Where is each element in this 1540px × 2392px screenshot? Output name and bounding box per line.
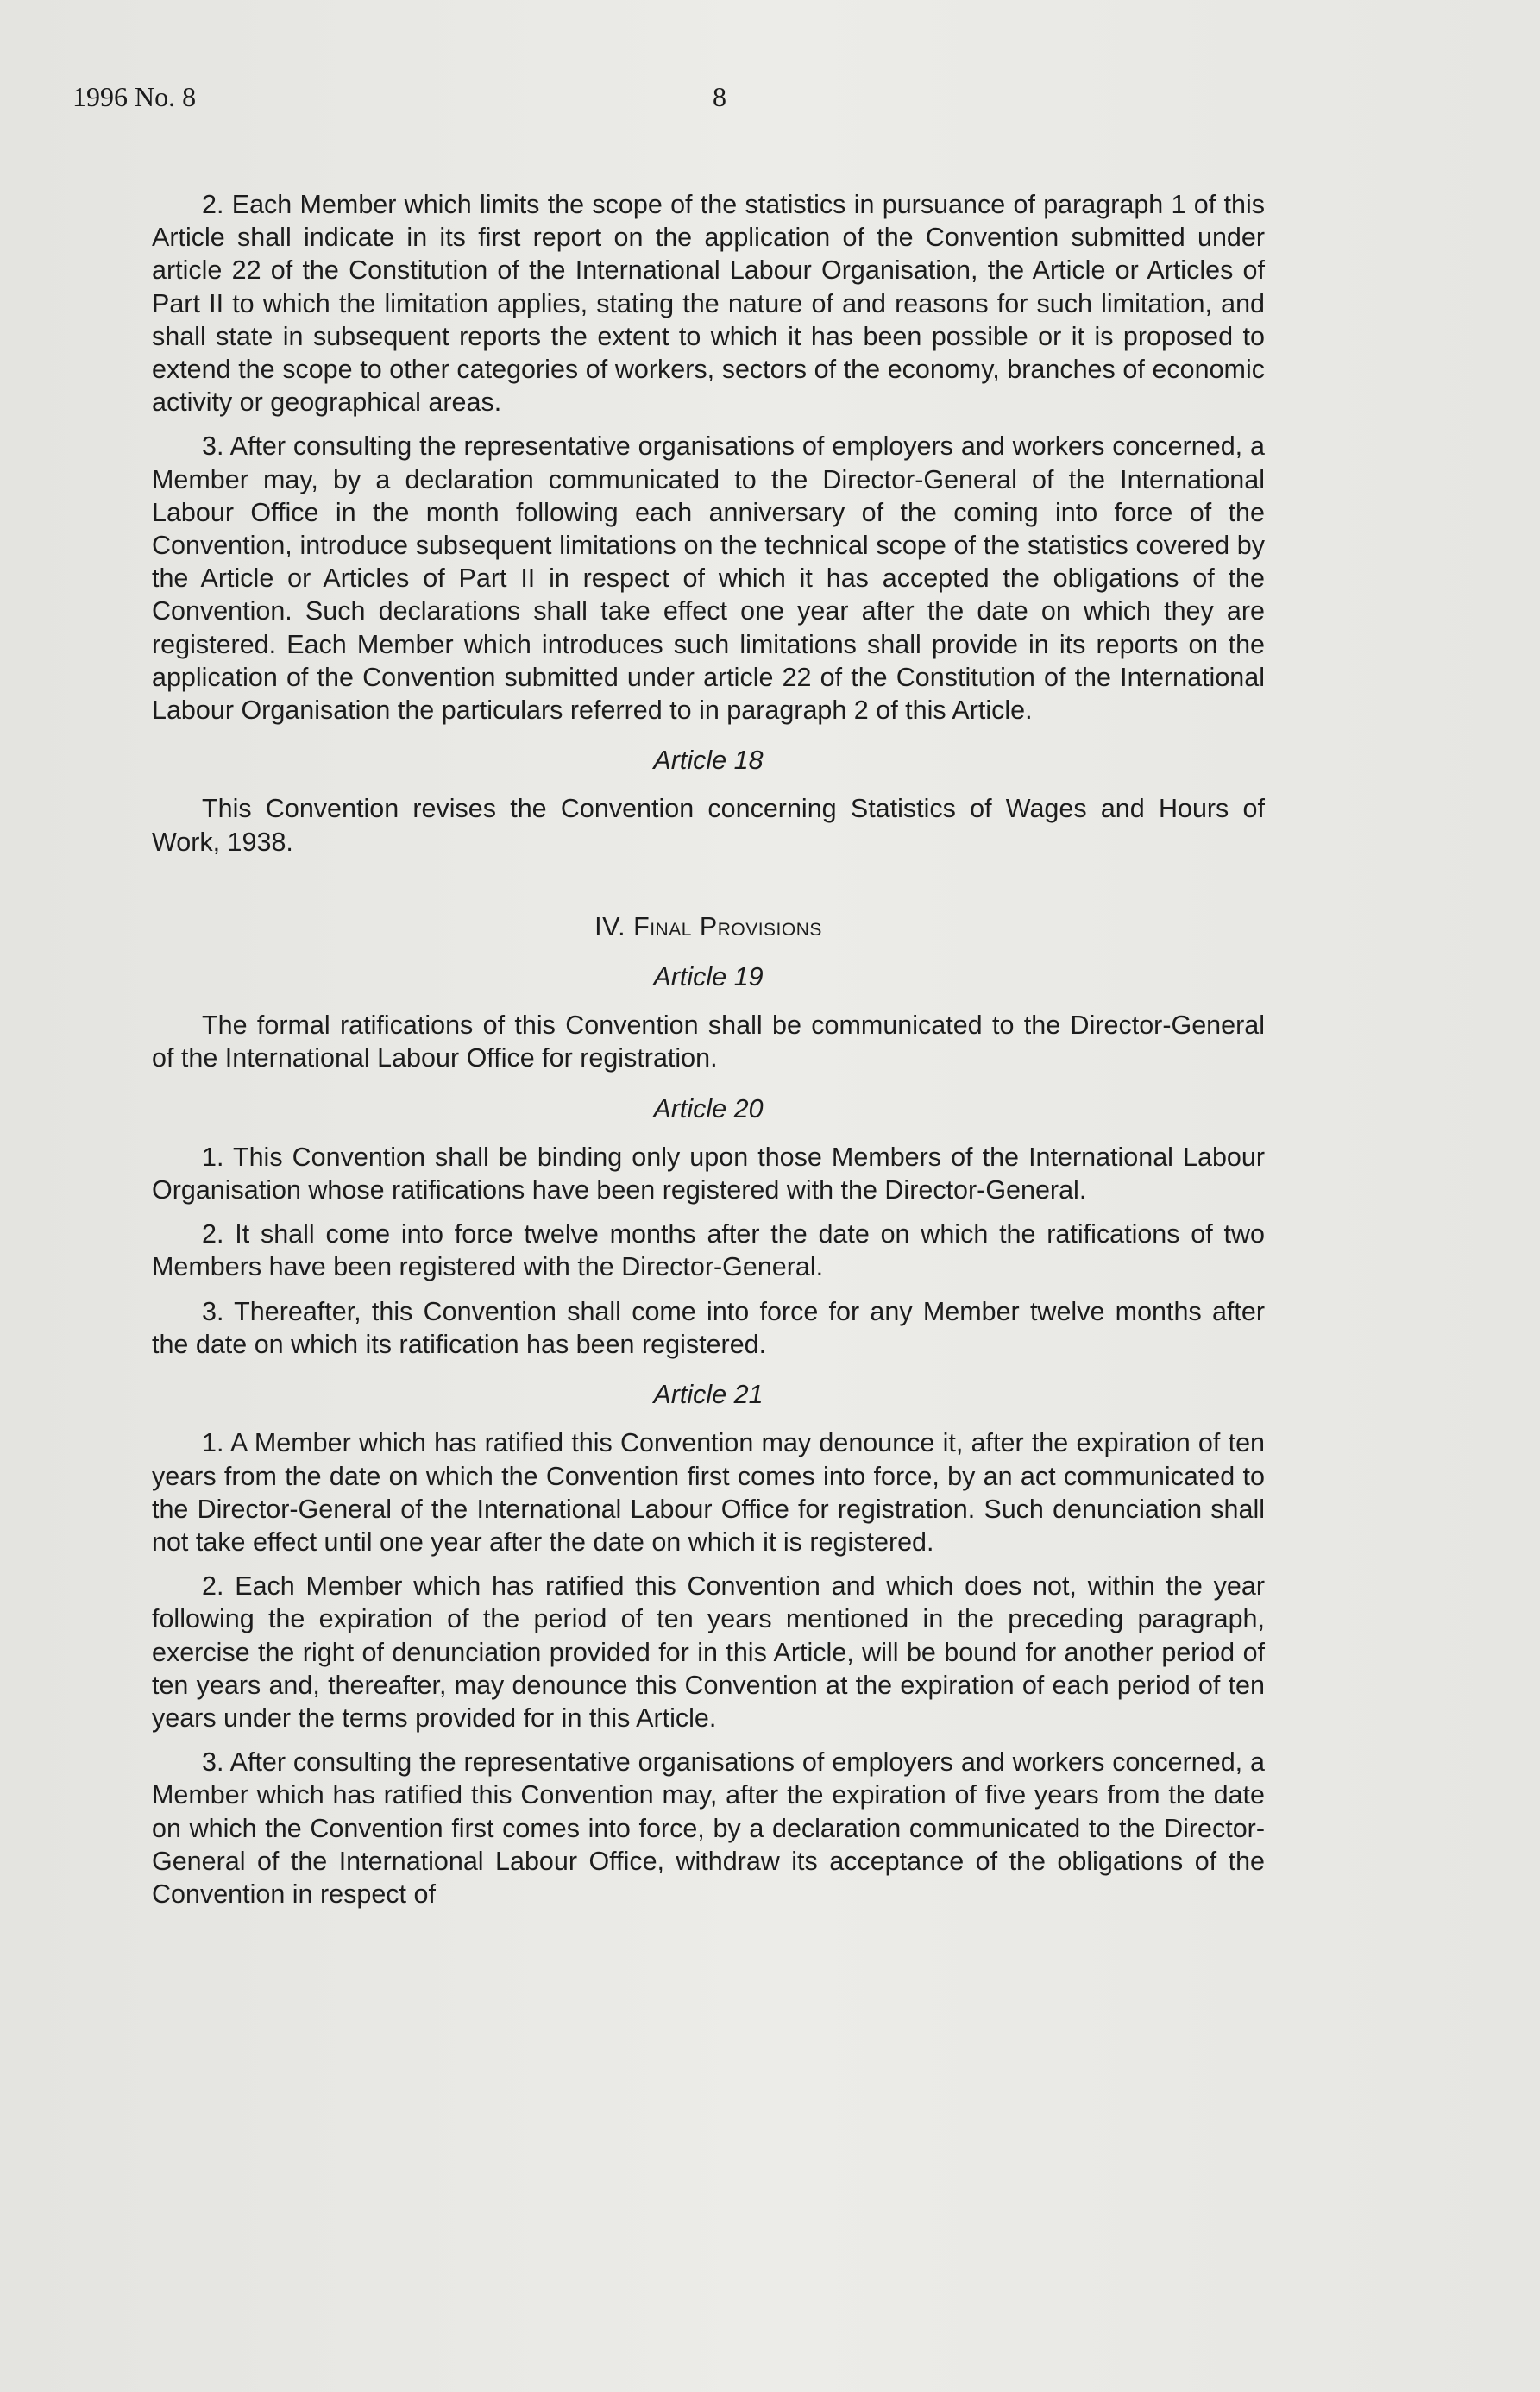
article-21-paragraph-2: 2. Each Member which has ratified this Convention and which does not, within the year following the expiration of the period of ten years mentioned in the preceding paragraph, exercise the right of denunciation provided for in this Article, will be bound for another period of ten years and, thereafter, may denounce this Convention at the expiration of each period of ten years under the terms provided for in this Article.	[152, 1571, 1265, 1733]
running-head	[72, 81, 1298, 116]
article-20-paragraph-2: 2. It shall come into force twelve months after the date on which the ratifications of two Members have been registered with the Director-General.	[152, 1219, 1265, 1282]
article-18-text: This Convention revises the Convention concerning Statistics of Wages and Hours of Work, 1938.	[152, 794, 1265, 857]
article-20-paragraph-3: 3. Thereafter, this Convention shall come into force for any Member twelve months after the date on which its ratification has been registered.	[152, 1296, 1265, 1359]
document-reference: 1996 No. 8	[72, 81, 197, 112]
part-iv-heading	[152, 910, 1265, 943]
article-17-paragraph-3: 3. After consulting the representative organisations of employers and workers concerned, a Member may, by a declaration communicated to the Director-General of the International Labour Office in the month following each anniversary of the coming into force of the Convention, introduce subsequent limitations on the technical scope of the statistics covered by the Article or Articles of Part II in respect of which it has accepted the obligations of the Convention. Such declarations shall take effect one year after the date on which they are registered. Each Member which introduces such limitations shall provide in its reports on the application of the Convention submitted under article 22 of the Constitution of the International Labour Organisation the particulars referred to in paragraph 2 of this Article.	[152, 431, 1265, 726]
article-21-paragraph-1: 1. A Member which has ratified this Convention may denounce it, after the expiration of ten years from the date on which the Convention first comes into force, by an act communicated to the Director-General of the International Labour Office for registration. Such denunciation shall not take effect until one year after the date on which it is registered.	[152, 1428, 1265, 1557]
article-21-paragraph-3: 3. After consulting the representative organisations of employers and workers concerned, a Member which has ratified this Convention may, after the expiration of five years from the date on which the Convention first comes into force, by a declaration communicated to the Director-General of the International Labour Office, withdraw its acceptance of the obligations of the Convention in respect of	[152, 1747, 1265, 1909]
page-number: 8	[713, 81, 726, 112]
article-20-paragraph-1: 1. This Convention shall be binding only upon those Members of the International Labour Organisation whose ratifications have been registered with the Director-General.	[152, 1142, 1265, 1205]
article-19-text: The formal ratifications of this Convention shall be communicated to the Director-General of the International Labour Office for registration.	[152, 1010, 1265, 1073]
part-iv-title: Final Provisions	[633, 911, 822, 941]
article-19-heading: Article 19	[653, 962, 764, 992]
article-17-paragraph-2: 2. Each Member which limits the scope of the statistics in pursuance of paragraph 1 of this Article shall indicate in its first report on the application of the Convention submitted under article 22 of the Constitution of the International Labour Organisation, the Article or Articles of Part II to which the limitation applies, stating the nature of and reasons for such limitation, and shall state in subsequent reports the extent to which it has been possible or it is proposed to extend the scope to other categories of workers, sectors of the economy, branches of economic activity or geographical areas.	[152, 190, 1265, 418]
part-iv-number: IV.	[594, 911, 626, 941]
article-18-heading: Article 18	[653, 746, 764, 776]
article-20-heading: Article 20	[653, 1093, 764, 1124]
article-21-heading: Article 21	[653, 1380, 764, 1410]
body-text	[152, 188, 1265, 1922]
